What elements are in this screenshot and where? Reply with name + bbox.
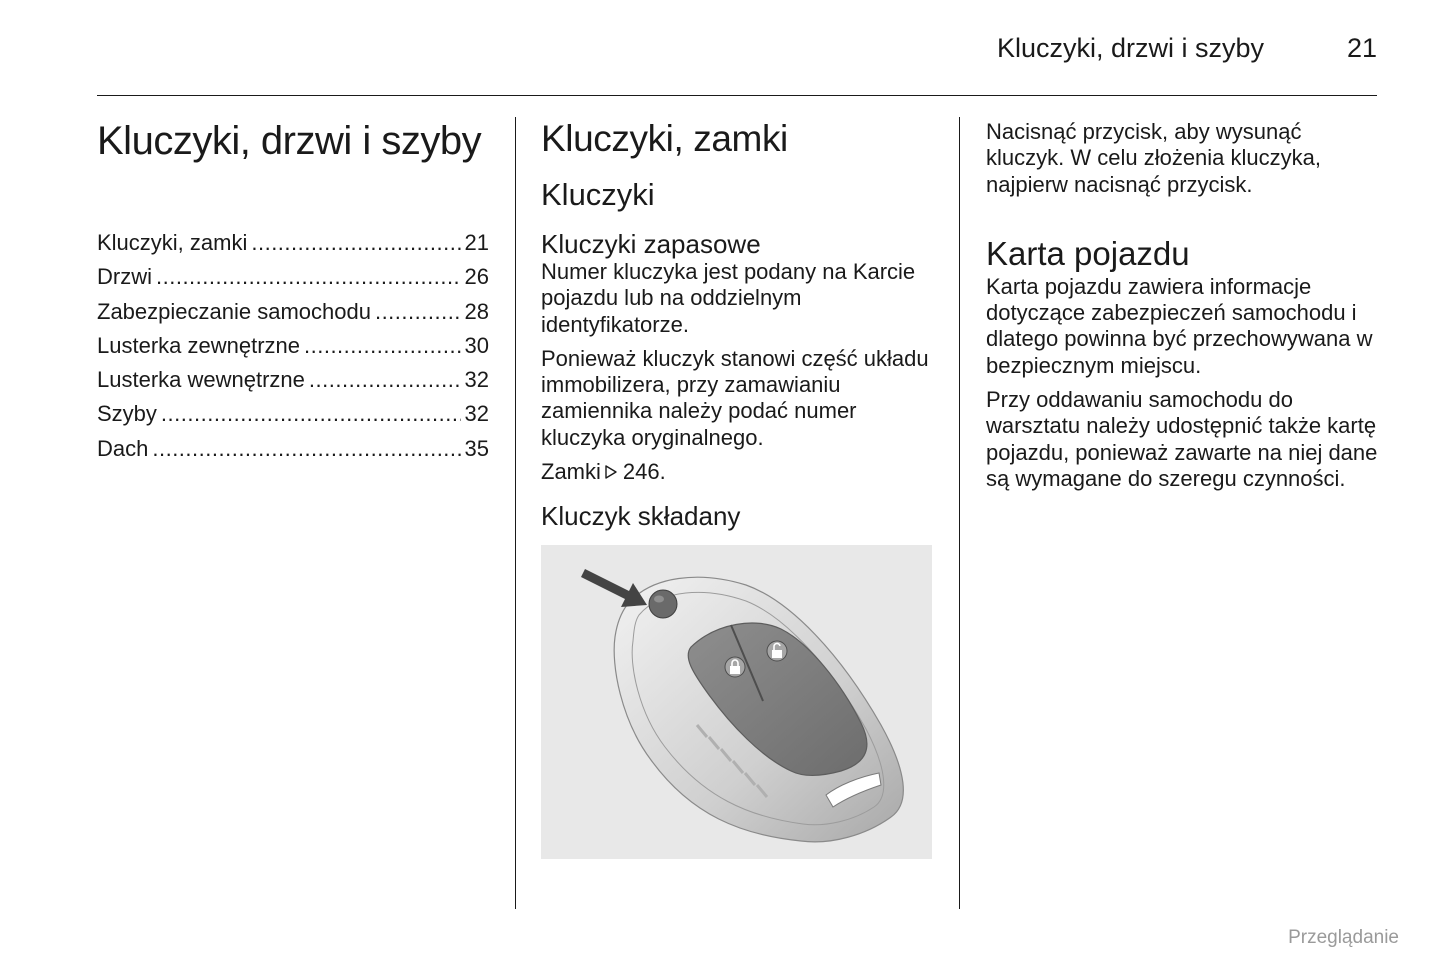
toc-leader-dots: [251, 226, 460, 260]
cross-reference-arrow-icon: [603, 464, 619, 480]
release-button: [649, 590, 677, 618]
toc-entry-label: Drzwi: [97, 264, 152, 290]
toc-entry[interactable]: [97, 329, 489, 363]
toc-entry-label: Szyby: [97, 401, 157, 427]
header-divider: [97, 95, 1377, 96]
page-number: 21: [1346, 33, 1377, 63]
toc-entry[interactable]: [97, 397, 489, 431]
unlock-button-icon: [767, 641, 787, 661]
vehicle-card-heading: Karta pojazdu: [986, 234, 1190, 272]
toc-entry-page: 32: [464, 367, 489, 393]
toc-entry[interactable]: [97, 260, 489, 294]
folding-key-drawing: [541, 545, 932, 859]
footer-label[interactable]: Przeglądanie: [1288, 927, 1399, 948]
column-divider-right: [959, 117, 960, 909]
folding-key-illustration: [541, 545, 932, 859]
toc-entry-page: 28: [464, 298, 489, 324]
toc-entry-label: Lusterka zewnętrzne: [97, 332, 300, 358]
toc-leader-dots: [304, 329, 461, 363]
spare-keys-paragraph: Numer kluczyka jest podany na Karcie pojazdu lub na oddzielnym identyfikatorze.: [541, 259, 916, 337]
locks-reference[interactable]: [541, 459, 936, 485]
toc-entry[interactable]: [97, 226, 489, 260]
chapter-column: [97, 117, 489, 466]
column-divider-left: [515, 117, 516, 909]
toc-leader-dots: [309, 363, 461, 397]
folding-key-instructions: Nacisnąć przycisk, aby wysunąć kluczyk. W celu złożenia kluczyka, najpierw nacisnąć przycisk.: [986, 119, 1321, 197]
table-of-contents: [97, 226, 489, 466]
toc-entry-page: 35: [464, 435, 489, 461]
toc-entry-label: Lusterka wewnętrzne: [97, 367, 305, 393]
toc-entry-page: 30: [464, 332, 489, 358]
locks-reference-page: 246.: [622, 459, 666, 485]
subsection-title: Kluczyki: [541, 177, 655, 212]
keys-column: [541, 117, 936, 859]
toc-entry-page: 32: [464, 401, 489, 427]
vehicle-card-workshop-paragraph: Przy oddawaniu samochodu do warsztatu należy udostępnić także kartę pojazdu, ponieważ zawarte na niej dane są wymagane do szeregu czynności.: [986, 387, 1378, 491]
toc-leader-dots: [375, 295, 461, 329]
immobilizer-paragraph: Ponieważ kluczyk stanowi część układu immobilizera, przy zamawianiu zamiennika należy podać numer kluczyka oryginalnego.: [541, 345, 929, 450]
toc-entry[interactable]: [97, 432, 489, 466]
toc-entry-page: 21: [464, 230, 489, 255]
toc-leader-dots: [156, 260, 461, 294]
toc-entry-label: Kluczyki, zamki: [97, 230, 248, 255]
lock-button-icon: [725, 657, 745, 677]
toc-leader-dots: [161, 397, 461, 431]
toc-entry-page: 26: [464, 264, 489, 290]
pointer-arrow-icon: [581, 569, 647, 607]
locks-reference-label: Zamki: [541, 459, 601, 485]
toc-entry-label: Dach: [97, 435, 149, 461]
toc-entry-label: Zabezpieczanie samochodu: [97, 298, 371, 324]
section-title: Kluczyki, zamki: [541, 118, 788, 159]
folding-key-heading: Kluczyk składany: [541, 501, 741, 532]
toc-leader-dots: [152, 432, 460, 466]
chapter-title: Kluczyki, drzwi i szyby: [97, 119, 482, 163]
toc-entry[interactable]: [97, 295, 489, 329]
vehicle-card-column: [986, 117, 1381, 500]
running-header-title: Kluczyki, drzwi i szyby: [996, 33, 1264, 63]
vehicle-card-paragraph: Karta pojazdu zawiera informacje dotyczące zabezpieczeń samochodu i dlatego powinna być przechowywana w bezpiecznym miejscu.: [986, 273, 1373, 378]
spare-keys-heading: Kluczyki zapasowe: [541, 229, 761, 259]
toc-entry[interactable]: [97, 363, 489, 397]
